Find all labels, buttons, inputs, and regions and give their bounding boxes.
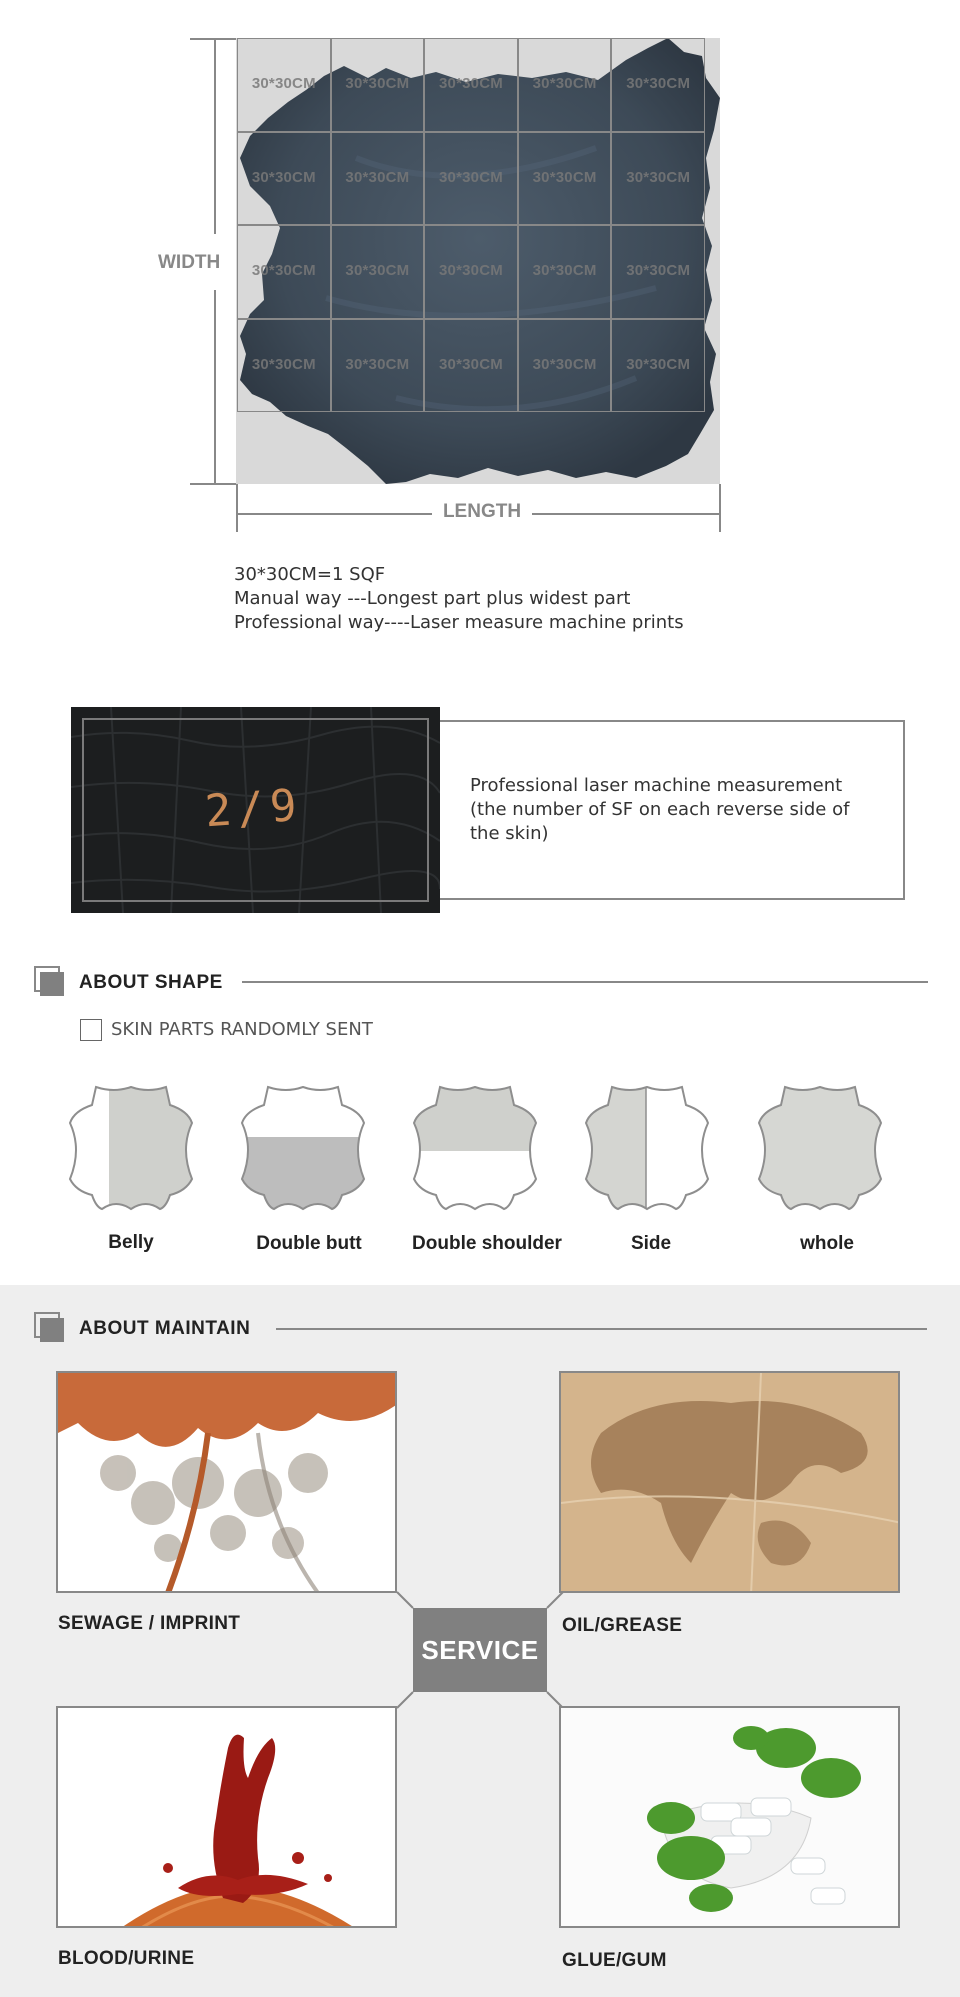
laser-description: Professional laser machine measurement (the number of SF on each reverse side of the skin) xyxy=(470,775,850,844)
grid-cell xyxy=(611,319,705,413)
chewing-gum-mint-image xyxy=(559,1706,900,1928)
about-shape-rule xyxy=(242,981,928,983)
grid-cell-label: 30*30CM xyxy=(251,262,316,279)
grid-cell xyxy=(331,225,425,319)
grid-cell xyxy=(424,225,518,319)
grid-cell-label: 30*30CM xyxy=(439,355,503,373)
grid-cell xyxy=(424,132,518,226)
sewage-stain-image xyxy=(56,1371,397,1593)
blood-splash-image xyxy=(56,1706,397,1928)
shape-label-belly: Belly xyxy=(108,1232,154,1253)
width-bracket-vertical-top xyxy=(214,38,216,234)
double-butt-shape-icon xyxy=(238,1083,368,1213)
grid-cell xyxy=(518,132,612,226)
grid-cell xyxy=(611,225,705,319)
oil-grease-label: OIL/GREASE xyxy=(562,1615,683,1636)
shape-label-side: Side xyxy=(630,1233,672,1254)
glue-gum-label: GLUE/GUM xyxy=(562,1950,667,1971)
grid-cell-label: 30*30CM xyxy=(532,75,597,92)
service-badge: SERVICE xyxy=(413,1608,547,1692)
grid-cell-label: 30*30CM xyxy=(439,168,503,186)
whole-shape-icon xyxy=(755,1083,885,1213)
laser-stamp-image xyxy=(71,707,440,913)
width-bracket-bottom xyxy=(190,483,236,485)
grid-cell xyxy=(237,319,331,413)
grid-cell-label: 30*30CM xyxy=(251,168,316,186)
grid-cell xyxy=(237,38,331,132)
grid-cell xyxy=(518,38,612,132)
grid-cell xyxy=(611,132,705,226)
grid-cell-label: 30*30CM xyxy=(345,262,410,279)
grid-cell xyxy=(424,38,518,132)
grid-cell-label: 30*30CM xyxy=(345,355,410,373)
skin-parts-checkbox[interactable] xyxy=(80,1019,102,1041)
width-bracket-vertical-bottom xyxy=(214,290,216,484)
side-shape-icon xyxy=(582,1083,712,1213)
grid-cell-label: 30*30CM xyxy=(626,75,691,92)
grid-cell xyxy=(331,319,425,413)
grid-cell xyxy=(331,38,425,132)
grid-cell-label: 30*30CM xyxy=(626,355,691,373)
sewage-label: SEWAGE / IMPRINT xyxy=(58,1613,241,1634)
laser-stamp-number: 2/9 xyxy=(203,779,305,838)
length-bracket-left xyxy=(236,484,238,532)
about-shape-square-icon xyxy=(34,966,64,996)
info-line-professional: Professional way----Laser measure machine prints xyxy=(234,612,684,633)
blood-urine-label: BLOOD/URINE xyxy=(58,1948,195,1969)
about-shape-title: ABOUT SHAPE xyxy=(79,972,223,993)
belly-shape-icon xyxy=(66,1083,196,1213)
grid-cell-label: 30*30CM xyxy=(532,168,597,186)
grid-cell-label: 30*30CM xyxy=(251,355,316,373)
grid-cell-label: 30*30CM xyxy=(251,75,316,92)
grid-cell xyxy=(518,225,612,319)
about-maintain-rule xyxy=(276,1328,927,1330)
length-bracket-right xyxy=(719,484,721,532)
oil-grease-stain-image xyxy=(559,1371,900,1593)
grid-cell-label: 30*30CM xyxy=(345,168,410,186)
grid-cell-label: 30*30CM xyxy=(439,262,503,279)
grid-cell xyxy=(611,38,705,132)
grid-cell xyxy=(237,132,331,226)
shape-label-double-butt: Double butt xyxy=(256,1233,362,1254)
about-maintain-square-icon xyxy=(34,1312,64,1342)
skin-parts-label: SKIN PARTS RANDOMLY SENT xyxy=(111,1019,373,1040)
shape-label-double-shoulder: Double shoulder xyxy=(412,1233,562,1254)
info-line-sqf: 30*30CM=1 SQF xyxy=(234,564,386,585)
width-bracket-top xyxy=(190,38,236,40)
grid-cell xyxy=(518,319,612,413)
grid-cell xyxy=(331,132,425,226)
grid-cell-label: 30*30CM xyxy=(532,355,597,373)
about-maintain-title: ABOUT MAINTAIN xyxy=(79,1318,251,1339)
double-shoulder-shape-icon xyxy=(410,1083,540,1213)
grid-cell xyxy=(237,225,331,319)
measurement-grid xyxy=(237,38,705,412)
grid-cell-label: 30*30CM xyxy=(626,262,691,279)
info-line-manual: Manual way ---Longest part plus widest part xyxy=(234,588,631,609)
length-label: LENGTH xyxy=(432,501,532,523)
grid-cell-label: 30*30CM xyxy=(532,262,597,279)
width-label: WIDTH xyxy=(158,252,221,273)
grid-cell-label: 30*30CM xyxy=(626,168,691,186)
grid-cell-label: 30*30CM xyxy=(345,75,410,92)
shape-label-whole: whole xyxy=(800,1233,854,1254)
grid-cell xyxy=(424,319,518,413)
grid-cell-label: 30*30CM xyxy=(439,75,503,92)
